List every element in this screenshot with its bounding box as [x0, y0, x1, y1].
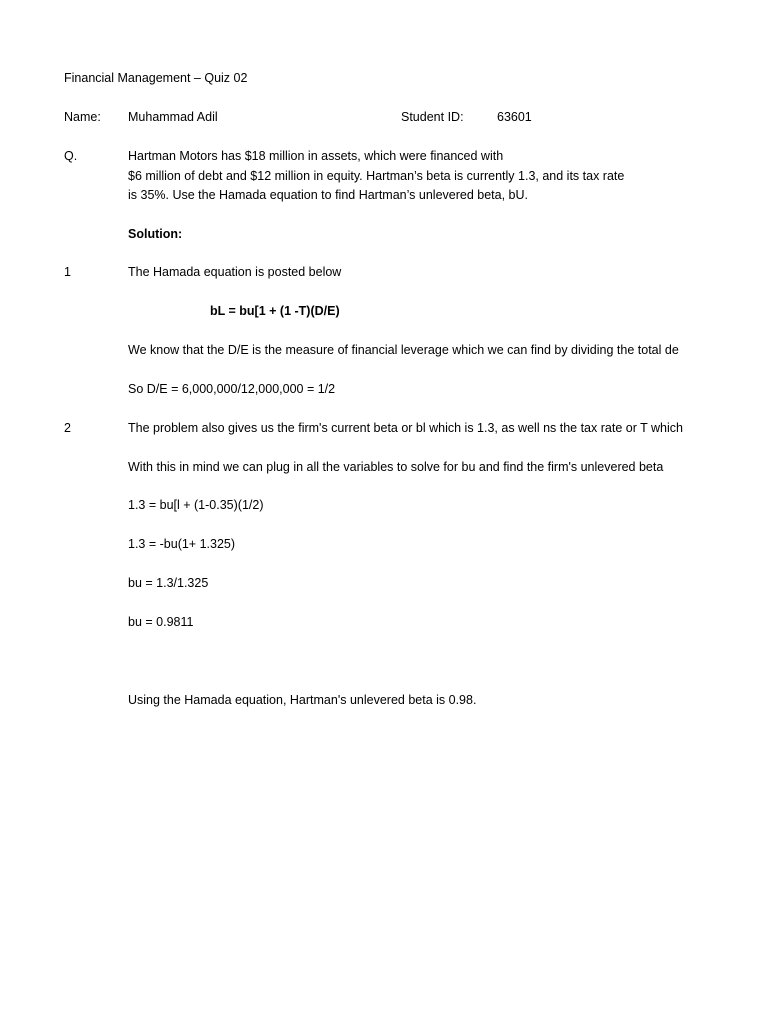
question-line: Hartman Motors has $18 million in assets, which were financed with	[128, 149, 504, 163]
equation-line: bu = 1.3/1.325	[128, 576, 209, 590]
step-1-explanation: We know that the D/E is the measure of financial leverage which we can find by dividing the total de	[128, 343, 679, 357]
student-id-label: Student ID:	[401, 110, 464, 124]
equation-line: bu = 0.9811	[128, 615, 194, 629]
step-number: 1	[64, 265, 71, 279]
solution-heading: Solution:	[128, 227, 183, 241]
step-2-text: The problem also gives us the firm's current beta or bl which is 1.3, as well ns the tax rate or T which	[128, 421, 683, 435]
name-value: Muhammad Adil	[128, 110, 218, 124]
equation-line: 1.3 = -bu(1+ 1.325)	[128, 537, 236, 551]
de-calculation: So D/E = 6,000,000/12,000,000 = 1/2	[128, 382, 336, 396]
step-number: 2	[64, 421, 71, 435]
student-id-value: 63601	[497, 110, 532, 124]
question-line: $6 million of debt and $12 million in equity. Hartman’s beta is currently 1.3, and its tax rate	[128, 169, 625, 183]
question-line: is 35%. Use the Hamada equation to find Hartman’s unlevered beta, bU.	[128, 188, 528, 202]
step-1-intro: The Hamada equation is posted below	[128, 265, 342, 279]
step-2-plug: With this in mind we can plug in all the variables to solve for bu and find the firm's unlevered beta	[128, 460, 664, 474]
document-title: Financial Management – Quiz 02	[64, 71, 248, 85]
hamada-equation: bL = bu[1 + (1 -T)(D/E)	[210, 304, 340, 318]
equation-line: 1.3 = bu[l + (1-0.35)(1/2)	[128, 498, 264, 512]
conclusion: Using the Hamada equation, Hartman's unlevered beta is 0.98.	[128, 693, 477, 707]
question-marker: Q.	[64, 149, 78, 163]
name-label: Name:	[64, 110, 101, 124]
